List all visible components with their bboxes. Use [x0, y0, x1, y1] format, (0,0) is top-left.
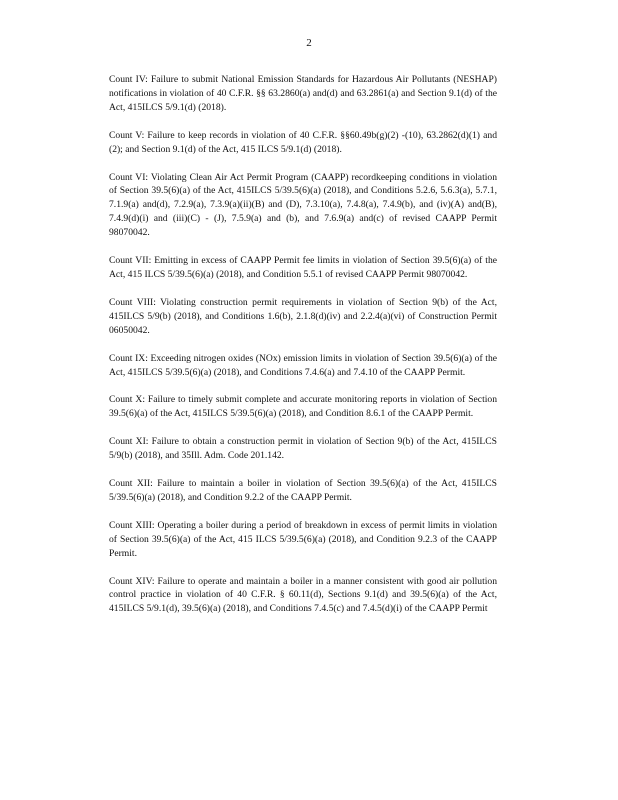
count-xiii: Count XIII: Operating a boiler during a period of breakdown in excess of permit limits in violation of Section 39.5(6)(a) of the Act, 415 ILCS 5/39.5(6)(a) (2018), and Condition 9.2.3 of the CAAPP Permit.	[109, 519, 497, 559]
count-iv: Count IV: Failure to submit National Emission Standards for Hazardous Air Pollutants (NESHAP) notifications in violation of 40 C.F.R. §§ 63.2860(a) and(d) and 63.2861(a) and Section 9.1(d) of the Act, 415ILCS 5/9.1(d) (2018).	[109, 74, 497, 113]
count-xiv: Count XIV: Failure to operate and maintain a boiler in a manner consistent with good air pollution control practice in violation of 40 C.F.R. § 60.11(d), Sections 9.1(d) and 39.5(6)(a) of the Act, 415ILCS 5/9.1(d), 39.5(6)(a) (2018), and Conditions 7.4.5(c) and 7.4.5(d)(i) of the CAAPP Permit	[109, 575, 497, 615]
count-xii: Count XII: Failure to maintain a boiler in violation of Section 39.5(6)(a) of the Act, 415ILCS 5/39.5(6)(a) (2018), and Condition 9.2.2 of the CAAPP Permit.	[109, 478, 497, 503]
count-xi: Count XI: Failure to obtain a construction permit in violation of Section 9(b) of the Act, 415ILCS 5/9(b) (2018), and 35Ill. Adm. Code 201.142.	[109, 436, 497, 462]
count-x: Count X: Failure to timely submit complete and accurate monitoring reports in violation of Section 39.5(6)(a) of the Act, 415ILCS 5/39.5(6)(a) (2018), and Condition 8.6.1 of the CAAPP Permit.	[109, 394, 497, 420]
count-v: Count V: Failure to keep records in violation of 40 C.F.R. §§60.49b(g)(2) -(10), 63.2862(d)(1) and (2); and Section 9.1(d) of the Act, 415 ILCS 5/9.1(d) (2018).	[109, 129, 497, 155]
page-number: 2	[306, 37, 312, 49]
count-vi: Count VI: Violating Clean Air Act Permit Program (CAAPP) recordkeeping conditions in violation of Section 39.5(6)(a) of the Act, 415ILCS 5/39.5(6)(a) (2018), and Conditions 5.2.6, 5.6.3(a), 5.7.1, 7.1.9(a) and(d), 7.2.9(a), 7.3.9(a)(ii)(B) and (D), 7.3.10(a), 7.4.8(a), 7.4.9(b), and (iv)(A) and(B), 7.4.9(d)(i) and (iii)(C) - (J), 7.5.9(a) and (b), and 7.6.9(a) and(c) of revised CAAPP Permit 98070042.	[109, 171, 497, 239]
count-viii: Count VIII: Violating construction permit requirements in violation of Section 9(b) of the Act, 415ILCS 5/9(b) (2018), and Conditions 1.6(b), 2.1.8(d)(iv) and 2.2.4(a)(vi) of Construction Permit 06050042.	[109, 296, 497, 336]
count-vii: Count VII: Emitting in excess of CAAPP Permit fee limits in violation of Section 39.5(6)(a) of the Act, 415 ILCS 5/39.5(6)(a) (2018), and Condition 5.5.1 of revised CAAPP Permit 98070042.	[109, 255, 497, 280]
count-ix: Count IX: Exceeding nitrogen oxides (NOx) emission limits in violation of Section 39.5(6)(a) of the Act, 415ILCS 5/39.5(6)(a) (2018), and Conditions 7.4.6(a) and 7.4.10 of the CAAPP Permit.	[109, 352, 497, 378]
counts-list	[109, 73, 497, 630]
